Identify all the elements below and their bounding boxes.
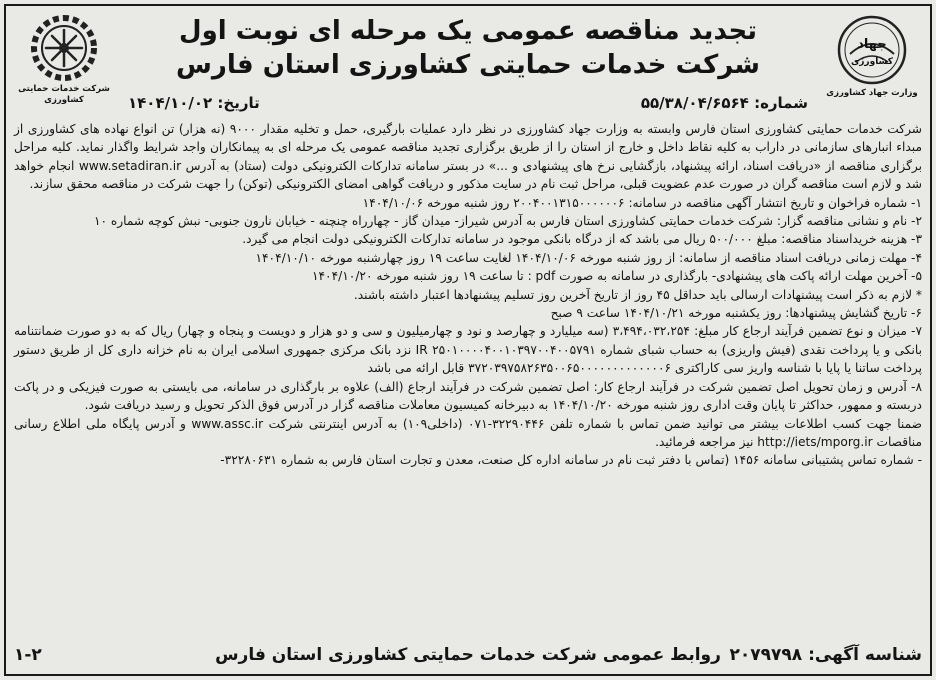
reference-date: تاریخ: ۱۴۰۴/۱۰/۰۲ bbox=[128, 94, 260, 112]
ad-footer bbox=[14, 642, 922, 668]
support-phone: - شماره تماس پشتیبانی سامانه ۱۴۵۶ (تماس با دفتر ثبت نام در سامانه اداره کل صنعت، معدن و تجارت استان فارس به شماره ۳۲۲۸۰۶۳۱- bbox=[220, 453, 922, 468]
public-relations-signature: روابط عمومی شرکت خدمات حمایتی کشاورزی استان فارس bbox=[215, 645, 721, 665]
title-block bbox=[128, 14, 808, 82]
ad-body bbox=[14, 120, 922, 470]
item-6: ۶- تاریخ گشایش پیشنهادها: روز یکشنبه مورخه ۱۴۰۴/۱۰/۲۱ ساعت ۹ صبح bbox=[550, 306, 922, 321]
logo-right-caption: وزارت جهاد کشاورزی bbox=[826, 88, 918, 98]
jihad-agriculture-logo bbox=[824, 14, 920, 118]
item-7: ۷- میزان و نوع تضمین فرآیند ارجاع کار مبلغ: ۳،۴۹۴،۰۳۲،۲۵۴ (سه میلیارد و چهارصد و نود و چهارمیلیون و سی و دو هزار و دویست و پنجاه و چهار) ریال که به دو صورت ضمانتنامه بانکی و یا پرداخت نقدی (فیش واریزی) به حساب شبای شماره IR ۲۵۰۱۰۰۰۰۴۰۰۱۰۳۹۷۰۰۴۰۰۵۷۹۱ نزد بانک مرکزی جمهوری اسلامی ایران به نام خزانه داری کل از طریق دستور پرداخت ساتنا یا پایا با شناسه واریز سی کاراکتری ۳۷۲۰۳۹۷۵۸۲۶۳۵۰۰۶۵۰۰۰۰۰۰۰۰۰۰۰۰۰۶ قابل ارائه می باشد bbox=[14, 324, 922, 376]
item-3: ۳- هزینه خریداسناد مناقصه: مبلغ ۵۰۰/۰۰۰ ریال می باشد که از درگاه بانکی موجود در سامانه تدارکات الکترونیکی دولت انجام می گیرد. bbox=[242, 232, 922, 247]
reference-number: شماره: ۵۵/۳۸/۰۴/۶۵۶۴ bbox=[640, 94, 808, 112]
ad-subtitle: شرکت خدمات حمایتی کشاورزی استان فارس bbox=[176, 50, 760, 80]
gear-emblem-icon bbox=[30, 14, 98, 82]
logo-left-caption: شرکت خدمات حمایتی کشاورزی bbox=[18, 84, 110, 105]
ad-header bbox=[8, 6, 928, 124]
page-number: ۱-۲ bbox=[14, 645, 42, 665]
svg-text:جهاد: جهاد bbox=[857, 37, 887, 52]
jihad-emblem-icon bbox=[836, 14, 908, 86]
item-8: ۸- آدرس و زمان تحویل اصل تضمین شرکت در فرآیند ارجاع کار: اصل تضمین شرکت در فرآیند ارجاع (الف) علاوه بر بارگذاری در سامانه، می بایستی به صورت فیزیکی و در پاکت دربسته و ممهور، حداکثر تا پایان وقت اداری روز شنبه مورخه ۱۴۰۴/۱۰/۲۰ به دبیرخانه کمیسیون معاملات مناقصه گزار در آدرس فوق الذکر تحویل و رسید دریافت شود. bbox=[14, 379, 922, 413]
item-1: ۱- شماره فراخوان و تاریخ انتشار آگهی مناقصه در سامانه: ۲۰۰۴۰۰۱۳۱۵۰۰۰۰۰۰۶ روز شنبه مورخه ۱۴۰۴/۱۰/۰۶ bbox=[362, 195, 922, 210]
support-company-logo bbox=[16, 14, 112, 118]
item-4: ۴- مهلت زمانی دریافت اسناد مناقصه از سامانه: از روز شنبه مورخه ۱۴۰۴/۱۰/۰۶ لغایت ساعت ۱۹ روز چهارشنبه مورخه ۱۴۰۴/۱۰/۱۰ bbox=[255, 250, 922, 265]
ad-title: تجدید مناقصه عمومی یک مرحله ای نوبت اول bbox=[179, 16, 757, 46]
intro-paragraph: شرکت خدمات حمایتی کشاورزی استان فارس وابسته به وزارت جهاد کشاورزی در نظر دارد عملیات بارگیری، حمل و تخلیه مقدار ۹۰۰۰ (نه هزار) تن انواع نهاده های کشاورزی از مبداء انبارهای سازمانی در داراب به کلیه نقاط داخل و خارج از استان را از طریق برگزاری تجدید مناقصه عمومی یک مرحله ای به پیمانکاران واجد شرایط واگذار نماید. کلیه مراحل برگزاری مناقصه از «دریافت اسناد، ارائه پیشنهاد، بازگشایی نرخ های پیشنهادی و ...» در بستر سامانه تدارکات الکترونیکی دولت (ستاد) به آدرس www.setadiran.ir انجام خواهد شد و لازم است مناقصه گران در صورت عدم عضویت قبلی، مراحل ثبت نام در سایت مذکور و دریافت گواهی امضای الکترونیکی (توکن) را جهت شرکت در مناقصه محقق سازند. bbox=[14, 122, 922, 192]
item-5: ۵- آخرین مهلت ارائه پاکت های پیشنهادی- بارگذاری در سامانه به صورت pdf : تا ساعت ۱۹ روز شنبه مورخه ۱۴۰۴/۱۰/۲۰ bbox=[311, 269, 922, 284]
svg-text:کشاورزی: کشاورزی bbox=[851, 57, 893, 67]
contact-info: ضمنا جهت کسب اطلاعات بیشتر می توانید ضمن تماس با شماره تلفن ۳۲۲۹۰۴۴۶-۰۷۱ (داخلی۱۰۹) به آدرس اینترنتی شرکت www.assc.ir و آدرس پایگاه ملی اطلاع رسانی مناقصات http://iets/mporg.ir نیز مراجعه فرمائید. bbox=[14, 416, 923, 449]
reference-line bbox=[128, 92, 808, 114]
validity-note: * لازم به ذکر است پیشنهادات ارسالی باید حداقل ۴۵ روز از تاریخ آخرین روز تسلیم پیشنهادها اعتبار داشته باشند. bbox=[353, 287, 922, 302]
ad-identifier: شناسه آگهی: ۲۰۷۹۷۹۸ bbox=[729, 645, 922, 665]
item-2: ۲- نام و نشانی مناقصه گزار: شرکت خدمات حمایتی کشاورزی استان فارس به آدرس شیراز- میدان گاز - چهارراه چنچنه - خیابان نارون جنوبی- نبش کوچه شماره ۱۰ bbox=[93, 214, 922, 229]
